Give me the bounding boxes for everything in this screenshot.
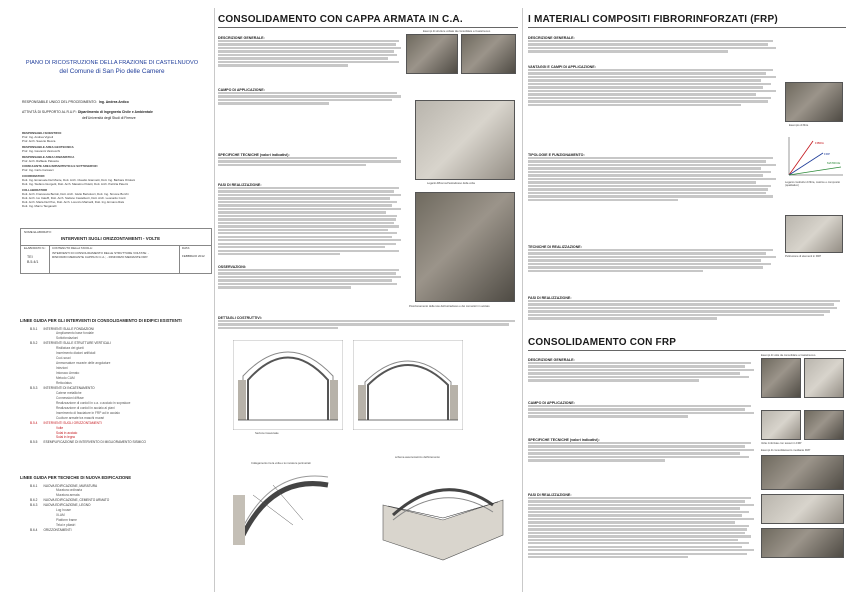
credit-line: Dott. Arch. Francesca Bertoli, Dott. Arch. Giulio Bertolucci, Dott. Ing. Simone Borchi [22, 191, 129, 196]
sub-phases-title: FASI DI REALIZZAZIONE: [528, 493, 572, 497]
index-subitem: Inserimento di fasciature in FRP ad in acciaio [56, 410, 120, 415]
support-label: ATTIVITÀ DI SUPPORTO AL R.U.P.: [22, 109, 78, 114]
code-1: TEI [27, 255, 33, 259]
sub-title-rule [528, 350, 846, 351]
credit-line: CONSULENTE AREA IMPIANTISTICA E SOTTOSERVIZI [22, 164, 98, 169]
sub-spec-title: SPECIFICHE TECNICHE (valori indicativi): [528, 438, 600, 442]
photo-caption-1: Esempi di strutture voltate da consolidare a Castelnuovo [423, 30, 491, 33]
credit-line: RESPONSABILI SCIENTIFICI [22, 131, 62, 135]
index-code: B.5.4 [30, 420, 38, 425]
right-tech-block [528, 242, 778, 292]
project-info-column [0, 0, 213, 600]
index-subitem: Realizzazione di cordoli in c.a. o acciaio in sopraluce [56, 400, 131, 405]
cappa-armata-column [213, 0, 523, 600]
middle-obs-block [218, 262, 403, 312]
sub-field-title: CAMPO DI APPLICAZIONE: [528, 401, 575, 405]
right-title-rule [528, 27, 846, 28]
frp-photo-c2 [761, 494, 844, 524]
code-2: B.5.4/1 [27, 260, 39, 264]
credit-line: COLLABORATORI [22, 188, 48, 193]
credit-line: Prof. Arch. Saverio Mecca [22, 138, 56, 143]
pultrusion-photo [785, 215, 843, 253]
middle-desc-title: DESCRIZIONE GENERALE: [218, 36, 265, 40]
frp-column [523, 0, 850, 600]
credit-line: RESPONSABILE AREA GEOTECNICA [22, 144, 74, 149]
index-subitem: Solai in legno [56, 435, 76, 440]
index-subitem: Ampliamento base fondale [56, 331, 94, 336]
right-tech-title: TECNICHE DI REALIZZAZIONE: [528, 245, 582, 249]
index-subitem: Cuci-scuci [56, 356, 71, 361]
credit-line: Prof. Ing. Giovanni Vannucchi [22, 148, 61, 153]
middle-title-rule [218, 27, 518, 28]
drawing-caption-1: Sezione trasversale [255, 432, 279, 435]
index-label: INTERVENTI SUGLI ORIZZONTAMENTI [43, 420, 102, 425]
drawing-cross-section-2 [353, 340, 463, 430]
right-desc-block [528, 33, 778, 61]
vault-photo-1 [406, 34, 458, 74]
index-code: B.5.1 [30, 326, 38, 331]
date-value: FEBBRAIO 2012 [182, 254, 205, 258]
credit-line: RESPONSABILE AREA URBANISTICA [22, 154, 75, 159]
right-types-block [528, 150, 778, 245]
index-code: B.5.2 [30, 341, 38, 346]
extrados-photo [415, 100, 515, 180]
frp-curve [789, 153, 823, 175]
photo-caption-3: Posizionamento della rete dell'estradosso e dei connettori in acciaio [409, 305, 490, 308]
right-title: I MATERIALI COMPOSITI FIBRORINFORZATI (FRP) [528, 14, 778, 25]
sheet-info-box [20, 228, 212, 274]
drawing-connection-detail [233, 465, 338, 545]
index-code: B.5.5 [30, 440, 38, 445]
middle-details-block [218, 313, 518, 335]
photo-caption-2: Leganti diffusi sull'estradosso della volta [427, 182, 475, 185]
index-label: INTERVENTI SULLE FONDAZIONI [43, 326, 94, 331]
middle-phases-block [218, 180, 403, 270]
index-subitem: Cuciture armate tra maschi murari [56, 415, 105, 420]
sheet-title: INTERVENTI SUGLI ORIZZONTAMENTI - VOLTE [61, 236, 161, 241]
index-existing [20, 318, 212, 445]
index-label: INTERVENTI DI INCATENAMENTO [43, 385, 95, 390]
project-title-line1: PIANO DI RICOSTRUZIONE DELLA FRAZIONE DI CASTELNUOVO [25, 60, 199, 66]
credit-line: Prof. Arch. Raffaele Paloscia [22, 158, 59, 163]
chart-label-frp: FRP [824, 152, 830, 156]
credit-line: Dott. Ing. Stefano Giorgetti, Dott. Arch. Massimo Poletti, Dott. Arch. Patrizia Paterni [22, 182, 129, 187]
index-code: B.5.3 [30, 385, 38, 390]
middle-desc-block [218, 33, 403, 93]
credit-line: Prof. Ing. Carlo Carcasci [22, 168, 54, 173]
middle-spec-block [218, 150, 403, 180]
support-univ: dell'Università degli Studi di Firenze [82, 115, 136, 120]
project-title [22, 60, 202, 76]
middle-spec-title: SPECIFICHE TECNICHE (valori indicativi): [218, 153, 290, 157]
sub-desc-title: DESCRIZIONE GENERALE: [528, 358, 575, 362]
matrix-curve [789, 167, 841, 175]
resp-name: Ing. Andrea Antico [98, 100, 129, 104]
mesh-photo [415, 192, 515, 302]
stress-strain-chart [785, 135, 845, 180]
support-name: Dipartimento di Ingegneria Civile e Ambientale [77, 109, 153, 114]
sub-phases-block [528, 490, 756, 590]
credit-line: Dott. Ing. Emanuele Del Monte, Dott. Arch. Claudio Giannetti, Dott. Ing. Barbara Ortolani [22, 178, 135, 183]
index-label: ORIZZONTAMENTI [43, 528, 72, 533]
index-subitem: Muratura ordinaria [56, 488, 83, 493]
index-subitem: Sottofondazioni [56, 336, 78, 341]
sub-field-block [528, 398, 756, 428]
right-adv-title: VANTAGGI E CAMPI DI APPLICAZIONE: [528, 65, 596, 69]
fibre-curve [789, 141, 813, 175]
index-subitem: Telai e pilastri [56, 523, 76, 528]
credits-block [22, 130, 210, 225]
middle-field-block [218, 85, 403, 125]
drawing-caption-2: Collegamento tra la volta e le murature perimetrali [251, 462, 311, 465]
content-label: CONTENUTO DELLA TAVOLA: [52, 246, 93, 250]
index-subitem: Intonaco Armato [56, 371, 80, 376]
drawing-caption-3: schema assonometrico dell'intervento [395, 456, 440, 459]
index-subitem: Muratura armata [56, 493, 80, 498]
credit-line: Dott. Ing. Marco Tanganelli [22, 203, 57, 208]
frp-photo-c3 [761, 528, 844, 558]
middle-title: CONSOLIDAMENTO CON CAPPA ARMATA IN C.A. [218, 14, 463, 25]
credit-line: Dott. Arch. Ivo Caleffi, Dott. Arch. Stefano Castellucci, Dott. Arch. Leonardo Conti [22, 195, 126, 200]
index-label: INTERVENTI SULLE STRUTTURE VERTICALI [43, 341, 111, 346]
frp-photo-b1 [761, 410, 801, 440]
index-subitem: Ristilatura dei giunti [56, 346, 84, 351]
content-text: INTERVENTI DI CONSOLIDAMENTO DELLE STRUTTURE VOLTATE: - RINFORZO MEDIANTE CAPPA IN C.A.; - RINFORZO MEDIANTE FRP. [52, 251, 149, 259]
project-title-line2: del Comune di San Pio delle Camere [59, 67, 165, 75]
index-subitem: Metodo CAM [56, 376, 75, 381]
middle-details-title: DETTAGLI COSTRUTTIVI: [218, 316, 262, 320]
responsabile-block [22, 100, 207, 122]
index-subitem: XLAM [56, 513, 65, 518]
index-subitem: Iniezioni [56, 366, 68, 371]
photo-caption-a: Esempi di volte da consolidare a Castelnuovo [761, 354, 816, 357]
photo-caption-fibres: Esempio di fibre [789, 124, 809, 127]
index-new [20, 475, 212, 533]
index-subitem: Reticolatus [56, 380, 72, 385]
index-label: NUOVA EDIFICAZIONE, CEMENTO ARMATO [43, 498, 110, 503]
index-new-title: LINEE GUIDA PER TECNICHE DI NUOVA EDIFICAZIONE [20, 475, 132, 480]
credit-line: Prof. Ing. Andrea Vignoli [22, 134, 54, 139]
photo-caption-pultr: Pultrusione di elementi in FRP [785, 255, 822, 258]
middle-field-title: CAMPO DI APPLICAZIONE: [218, 88, 265, 92]
frp-photo-a2 [804, 358, 844, 398]
middle-obs-title: OSSERVAZIONI: [218, 265, 247, 269]
sub-desc-block [528, 355, 756, 397]
index-subitem: Log house [56, 508, 71, 513]
frp-photo-a1 [761, 358, 801, 398]
right-phases-title: FASI DI REALIZZAZIONE: [528, 296, 572, 300]
chart-label-fibra: FIBRA [815, 141, 824, 145]
sub-spec-block [528, 435, 756, 490]
index-subitem: Catene metalliche [56, 390, 82, 395]
index-subitem: Volte [56, 425, 64, 430]
index-subitem: Connessioni diffuse [56, 395, 84, 400]
index-item [20, 528, 212, 533]
chart-caption: Legami costitutivi di fibra, matrice e composito (qualitativo) [785, 181, 840, 187]
index-subitem: Ammorsature murarie delle angolature [56, 361, 111, 366]
index-subitem: Platform frame [56, 518, 77, 523]
frp-photo-b2 [804, 410, 844, 440]
date-label: DATA: [182, 246, 191, 250]
index-subitem: Inserimento diatoni artificiali [56, 351, 96, 356]
chart-label-matrice: MATRICE [827, 161, 841, 165]
index-label: NUOVA EDIFICAZIONE, MURATURA [43, 483, 98, 488]
frp-photo-c1 [761, 455, 844, 490]
resp-label: RESPONSABILE UNICO DEL PROCEDIMENTO: [22, 100, 97, 104]
index-label: ESEMPLIFICAZIONE DI INTERVENTO DI MIGLIORAMENTO SISMICO [43, 440, 146, 445]
sheet-label: NOME ELABORATO: [24, 230, 52, 234]
photo-caption-c: Esempi di consolidamento mediante FRP [761, 449, 811, 452]
fibres-photo [785, 82, 843, 122]
index-code: B.6.4 [30, 528, 38, 533]
photo-caption-b: Volte rinforzate con tessuti in FRP [761, 442, 802, 445]
credit-line: COORDINATORI [22, 174, 45, 179]
drawing-axonometric [373, 460, 513, 570]
right-desc-title: DESCRIZIONE GENERALE: [528, 36, 575, 40]
index-code: B.6.2 [30, 498, 38, 503]
right-phases-block [528, 293, 843, 338]
credit-line: Dott. Arch. Maria Del Pino, Dott. Arch. Lorenzo Marinelli, Dott. Ing. Ermano Rais [22, 199, 125, 204]
index-code: B.6.3 [30, 503, 38, 508]
index-item [20, 440, 212, 445]
right-adv-block [528, 62, 778, 147]
index-subitem: Realizzazione di cordoli in acciaio ai piani [56, 405, 115, 410]
middle-phases-title: FASI DI REALIZZAZIONE: [218, 183, 262, 187]
code-label: ELABORATO N.: [24, 246, 46, 250]
sub-title: CONSOLIDAMENTO CON FRP [528, 337, 677, 348]
vault-photo-2 [461, 34, 516, 74]
index-subitem: Solai in acciaio [56, 430, 78, 435]
drawing-cross-section-1 [233, 340, 343, 430]
right-types-title: TIPOLOGIE E FUNZIONAMENTO: [528, 153, 585, 157]
index-code: B.6.1 [30, 483, 38, 488]
index-label: NUOVA EDIFICAZIONE, LEGNO [43, 503, 91, 508]
index-existing-title: LINEE GUIDA PER GLI INTERVENTI DI CONSOLIDAMENTO DI EDIFICI ESISTENTI [20, 318, 182, 323]
